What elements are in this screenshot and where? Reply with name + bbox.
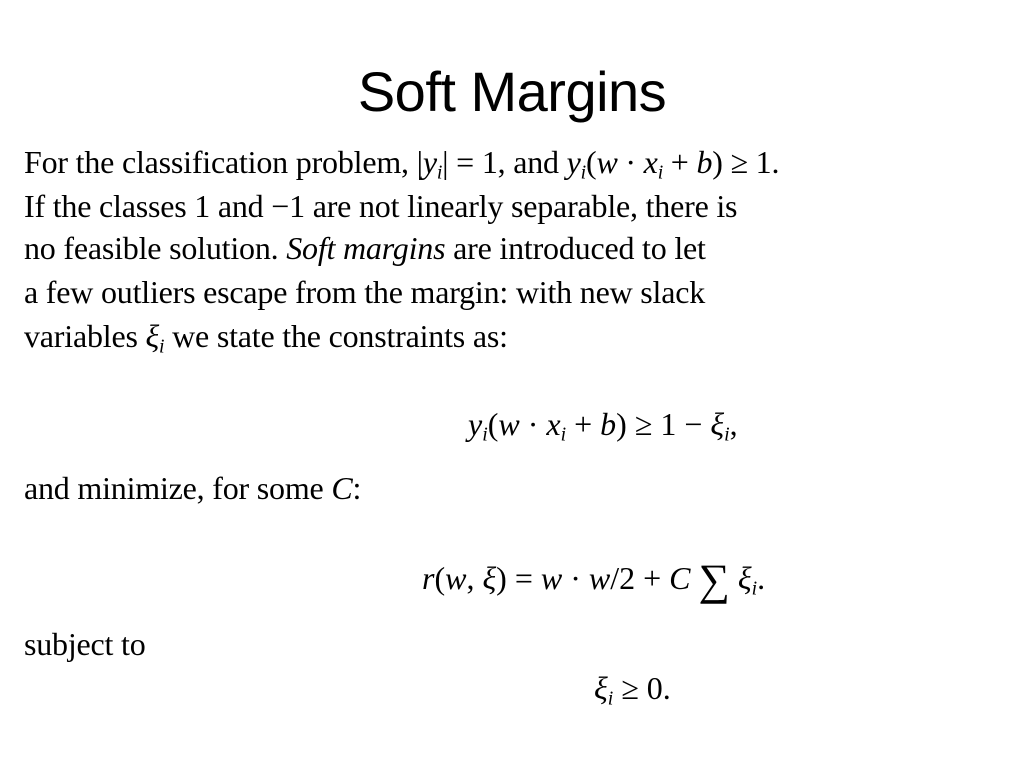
paragraph-line-3 xyxy=(24,226,706,270)
soft-constraint-equation: $y_i(w \cdot x_i + b) \ge 1 - \xi_i$, xyxy=(468,406,738,446)
minimize-text-start: and minimize, for some xyxy=(24,470,332,506)
line-1-text-start: For the classification problem, xyxy=(24,144,417,180)
sum-symbol: ∑ xyxy=(698,555,730,605)
nonnegativity-equation: $\xi_i \ge 0$. xyxy=(594,670,671,710)
slide-title: Soft Margins xyxy=(357,60,667,123)
line-5-text-end: we state the constraints as: xyxy=(164,318,508,354)
line-1-text-and: , and xyxy=(497,144,567,180)
paragraph-line-1 xyxy=(24,140,779,184)
objective-equation: r(w, ξ) = w · w/2 + C ∑ $\xi_i$. xyxy=(422,555,766,605)
line-3-text-end: are introduced to let xyxy=(445,230,706,266)
paragraph-line-4: a few outliers escape from the margin: with new slack xyxy=(24,274,706,310)
line-3-text-start: no feasible solution. xyxy=(24,230,287,266)
minimize-text-end: : xyxy=(352,470,362,506)
paragraph-line-5 xyxy=(24,314,508,358)
c-symbol: C xyxy=(331,470,353,506)
minimize-line xyxy=(24,466,361,510)
paragraph-line-2: If the classes 1 and −1 are not linearly separable, there is xyxy=(24,188,738,224)
subject-to-text: subject to xyxy=(24,626,146,662)
abs-yi-equation: $|y_i| = 1$ xyxy=(416,144,498,184)
xi-symbol: $\xi_i$ xyxy=(145,318,165,358)
line-5-text-start: variables xyxy=(24,318,146,354)
classification-constraint: $y_i(w \cdot x_i + b) \ge 1$. xyxy=(566,144,780,184)
soft-margins-emphasis: Soft margins xyxy=(286,230,446,266)
